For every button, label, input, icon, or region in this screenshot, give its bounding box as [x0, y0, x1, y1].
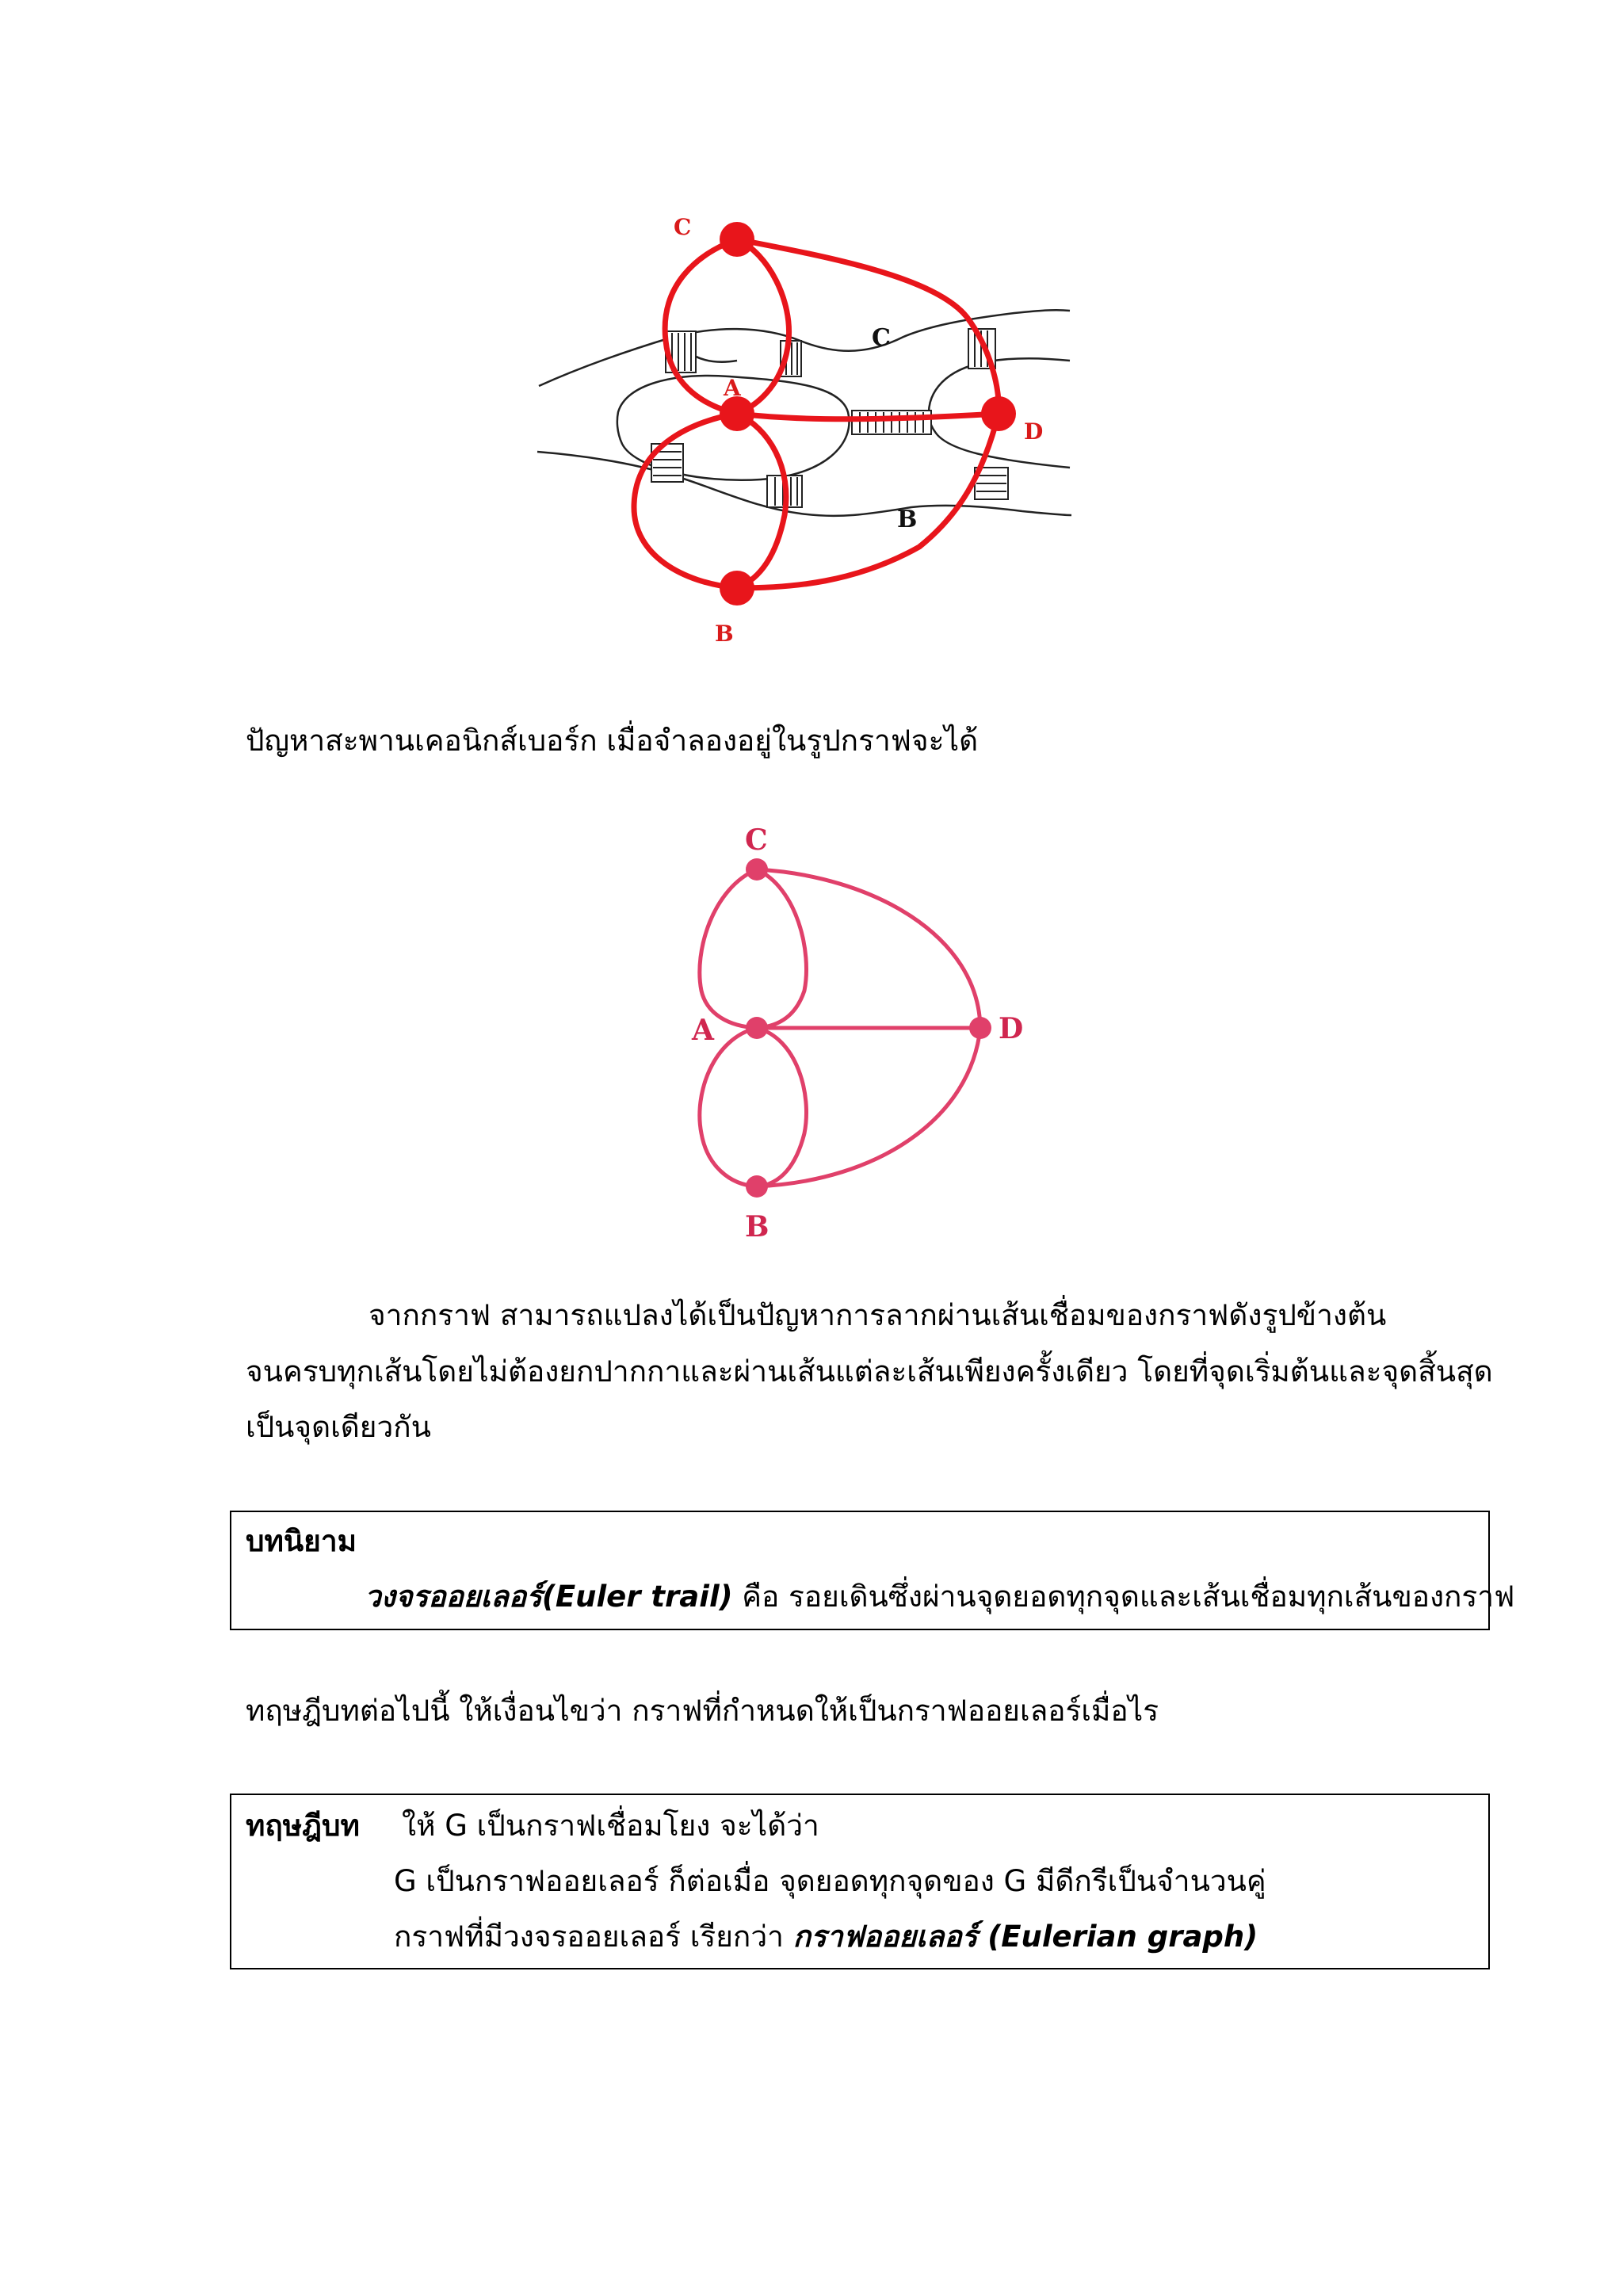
edge-a-b-left [634, 414, 737, 588]
node-d [981, 396, 1016, 431]
node-label-a: A [724, 375, 741, 401]
node2-d [969, 1017, 991, 1039]
bridge-5 [852, 411, 931, 434]
edge2-c-a-right [757, 869, 807, 1028]
edge2-c-d [757, 869, 980, 1028]
theorem-line-2: G เป็นกราฟออยเลอร์ ก็ต่อเมื่อ จุดยอดทุกจุดของ G มีดีกรีเป็นจำนวนคู่ [394, 1864, 1266, 1898]
edge2-c-a-left [700, 869, 757, 1028]
theorem-intro: ทฤษฎีบทต่อไปนี้ ให้เงื่อนไขว่า กราฟที่กำหนดให้เป็นกราฟออยเลอร์เมื่อไร [246, 1694, 1159, 1728]
theorem-term: กราฟออยเลอร์ (Eulerian graph) [792, 1920, 1258, 1954]
konigsberg-graph-figure [682, 808, 1046, 1252]
edge2-a-b-left [700, 1028, 757, 1186]
edge-c-d [737, 239, 999, 414]
konigsberg-map-figure [523, 206, 1094, 666]
paragraph-line-3: เป็นจุดเดียวกัน [246, 1410, 431, 1444]
paragraph-line-1: จากกราฟ สามารถแปลงได้เป็นปัญหาการลากผ่านเส้นเชื่อมของกราฟดังรูปข้างต้น [369, 1298, 1387, 1332]
node2-a [746, 1017, 768, 1039]
node-c [720, 222, 754, 257]
node2-c [746, 858, 768, 881]
definition-text [365, 1577, 1514, 1617]
definition-body: คือ รอยเดินซึ่งผ่านจุดยอดทุกจุดและเส้นเชื่อมทุกเส้นของกราฟ [732, 1580, 1515, 1614]
red-graph-overlay [634, 239, 999, 588]
definition-term: วงจรออยเลอร์(Euler trail) [365, 1580, 733, 1614]
theorem-heading: ทฤษฎีบท [246, 1809, 360, 1843]
definition-box [230, 1511, 1515, 1630]
node-b [720, 571, 754, 606]
node2-label-a: A [692, 1014, 714, 1047]
node-label-d: D [1024, 418, 1044, 445]
theorem-line-1: ให้ G เป็นกราฟเชื่อมโยง จะได้ว่า [402, 1809, 819, 1843]
pink-edges [700, 869, 980, 1186]
edge-c-a-right [737, 239, 789, 414]
theorem-line-3-prefix: กราฟที่มีวงจรออยเลอร์ เรียกว่า [394, 1920, 793, 1954]
region-label-c: C [872, 324, 891, 352]
theorem-line-3 [394, 1917, 1258, 1957]
node-a [720, 396, 754, 431]
definition-heading: บทนิยาม [246, 1524, 357, 1558]
paragraph-line-2: จนครบทุกเส้นโดยไม่ต้องยกปากกาและผ่านเส้นแต่ละเส้นเพียงครั้งเดียว โดยที่จุดเริ่มต้นและจุดสิ้นสุด [246, 1354, 1493, 1389]
node-label-c: C [674, 214, 692, 240]
theorem-box [230, 1794, 1490, 1969]
node2-label-d: D [999, 1012, 1024, 1045]
node-label-b: B [715, 621, 734, 647]
caption-konigsberg: ปัญหาสะพานเคอนิกส์เบอร์ก เมื่อจำลองอยู่ในรูปกราฟจะได้ [246, 724, 979, 758]
region-label-b: B [897, 506, 918, 533]
node2-b [746, 1175, 768, 1198]
edge2-a-b-right [757, 1028, 807, 1186]
node2-label-c: C [745, 823, 768, 857]
node2-label-b: B [745, 1210, 769, 1244]
